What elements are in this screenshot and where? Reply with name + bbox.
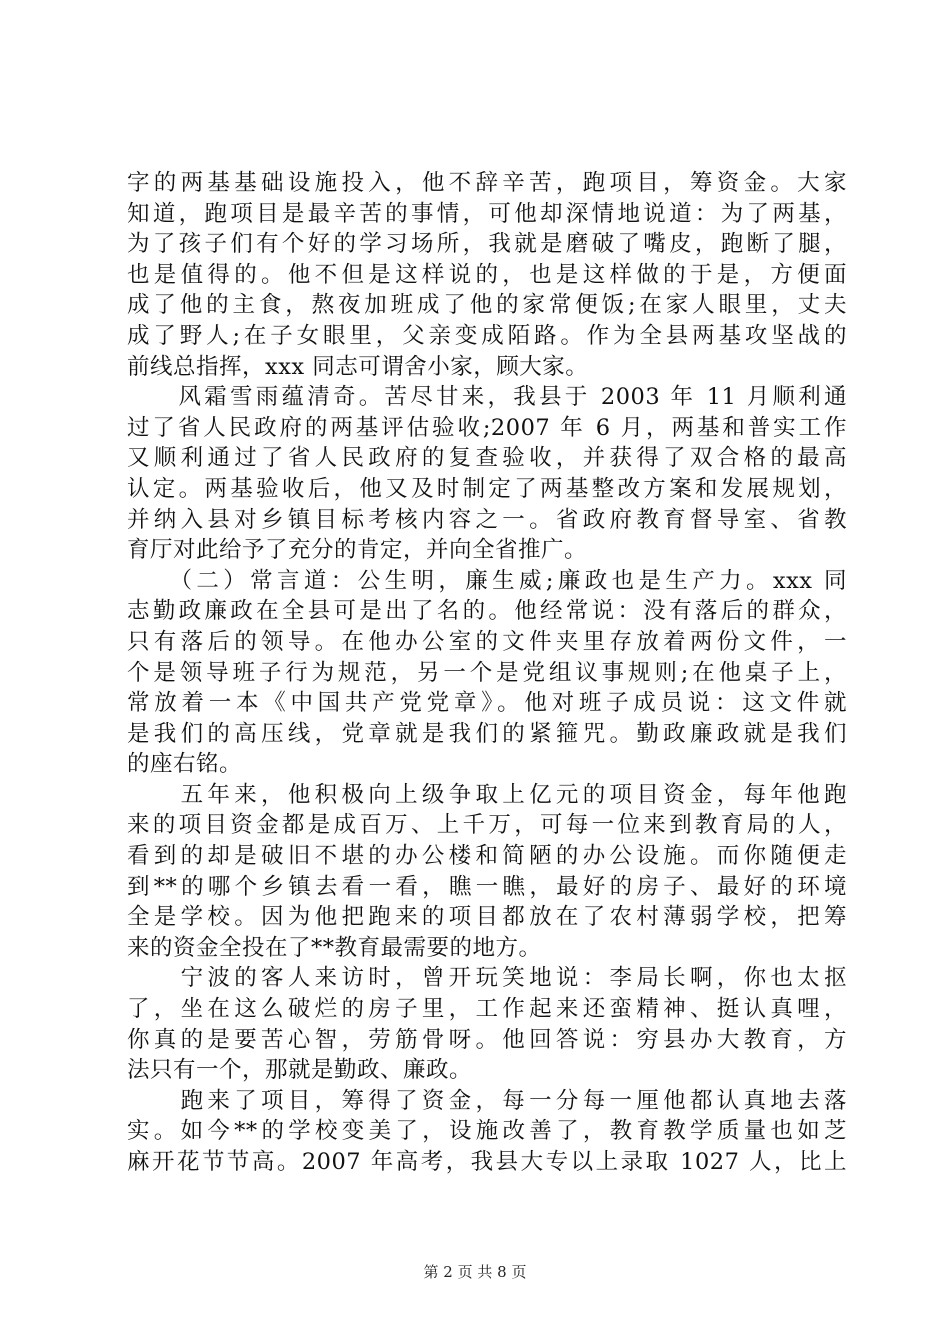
- text-line: 过了省人民政府的两基评估验收;2007 年 6 月，两基和普实工作: [127, 414, 847, 441]
- text-line: 成了他的主食，熬夜加班成了他的家常便饭;在家人眼里，丈夫: [127, 292, 847, 319]
- text-line: 只有落后的领导。在他办公室的文件夹里存放着两份文件，一: [127, 628, 847, 655]
- text-line: 成了野人;在子女眼里，父亲变成陌路。作为全县两基攻坚战的: [127, 322, 847, 349]
- text-line: 了，坐在这么破烂的房子里，工作起来还蛮精神、挺认真哩，: [127, 996, 847, 1023]
- text-line: 也是值得的。他不但是这样说的，也是这样做的于是，方便面: [127, 261, 847, 288]
- text-line: 知道，跑项目是最辛苦的事情，可他却深情地说道：为了两基，: [127, 200, 847, 227]
- text-line: 为了孩子们有个好的学习场所，我就是磨破了嘴皮，跑断了腿，: [127, 231, 847, 258]
- text-line: （二）常言道：公生明，廉生威;廉政也是生产力。xxx 同: [127, 567, 847, 594]
- text-line: 并纳入县对乡镇目标考核内容之一。省政府教育督导室、省教: [127, 506, 847, 533]
- text-line: 五年来，他积极向上级争取上亿元的项目资金，每年他跑: [127, 781, 847, 808]
- text-line: 实。如今**的学校变美了，设施改善了，教育教学质量也如芝: [127, 1118, 847, 1145]
- text-line: 你真的是要苦心智，劳筋骨呀。他回答说：穷县办大教育，方: [127, 1026, 847, 1053]
- text-line: 是我们的高压线，党章就是我们的紧箍咒。勤政廉政就是我们: [127, 720, 847, 747]
- text-line: 个是领导班子行为规范，另一个是党组议事规则;在他桌子上，: [127, 659, 847, 686]
- text-line: 育厅对此给予了充分的肯定，并向全省推广。: [127, 537, 588, 564]
- text-line: 跑来了项目，筹得了资金，每一分每一厘他都认真地去落: [127, 1087, 847, 1114]
- text-line: 到**的哪个乡镇去看一看，瞧一瞧，最好的房子、最好的环境: [127, 873, 847, 900]
- text-line: 的座右铭。: [127, 751, 243, 778]
- text-line: 来的资金全投在了**教育最需要的地方。: [127, 934, 542, 961]
- text-line: 来的项目资金都是成百万、上千万，可每一位来到教育局的人，: [127, 812, 847, 839]
- text-line: 常放着一本《中国共产党党章》。他对班子成员说：这文件就: [127, 690, 847, 717]
- document-body: [127, 168, 847, 1178]
- text-line: 麻开花节节高。2007 年高考，我县大专以上录取 1027 人，比上: [127, 1149, 847, 1175]
- text-line: 看到的却是破旧不堪的办公楼和简陋的办公设施。而你随便走: [127, 843, 847, 870]
- text-line: 认定。两基验收后，他又及时制定了两基整改方案和发展规划，: [127, 475, 847, 502]
- page-footer: 第 2 页 共 8 页: [423, 1263, 527, 1281]
- text-line: 全是学校。因为他把跑来的项目都放在了农村薄弱学校，把筹: [127, 904, 847, 931]
- text-line: 宁波的客人来访时，曾开玩笑地说：李局长啊，你也太抠: [127, 965, 847, 992]
- text-line: 字的两基基础设施投入，他不辞辛苦，跑项目，筹资金。大家: [127, 170, 847, 196]
- text-line: 风霜雪雨蕴清奇。苦尽甘来，我县于 2003 年 11 月顺利通: [127, 384, 847, 411]
- text-line: 法只有一个，那就是勤政、廉政。: [127, 1057, 473, 1084]
- text-line: 又顺利通过了省人民政府的复查验收，并获得了双合格的最高: [127, 445, 847, 472]
- text-line: 志勤政廉政在全县可是出了名的。他经常说：没有落后的群众，: [127, 598, 847, 625]
- text-line: 前线总指挥，xxx 同志可谓舍小家，顾大家。: [127, 353, 589, 380]
